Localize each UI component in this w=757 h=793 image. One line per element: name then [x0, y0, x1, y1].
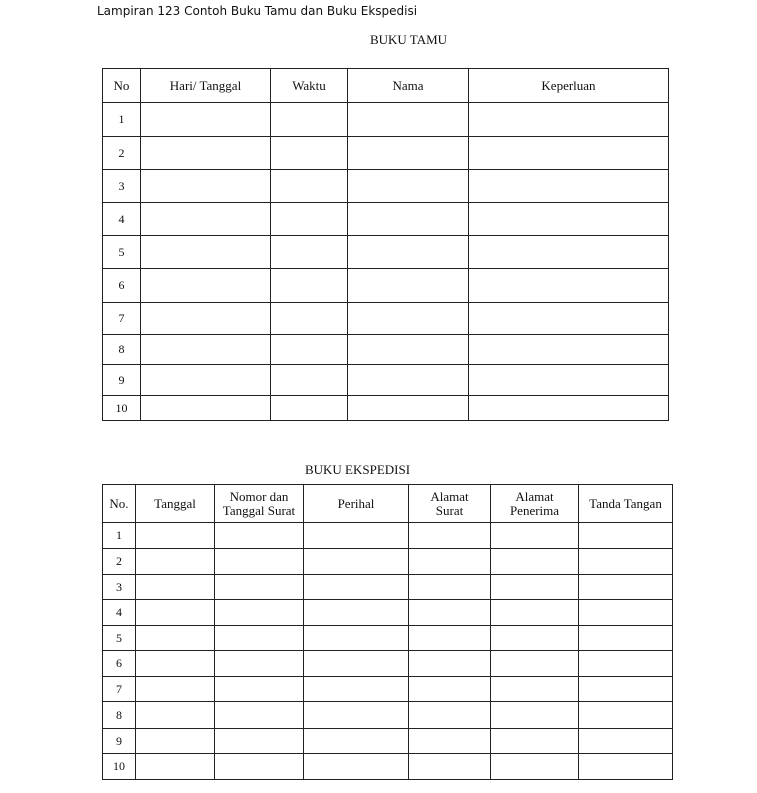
table-cell — [409, 549, 491, 575]
table-cell — [469, 303, 669, 335]
table-cell — [348, 365, 469, 396]
table-cell — [215, 729, 304, 754]
table-row — [103, 729, 673, 754]
table-cell — [215, 575, 304, 600]
table-cell — [141, 137, 271, 170]
col-header-tanda-tangan: Tanda Tangan — [579, 485, 673, 523]
page-heading: Lampiran 123 Contoh Buku Tamu dan Buku Ekspedisi — [97, 4, 418, 18]
row-number-cell: 3 — [103, 575, 136, 600]
table-cell — [348, 269, 469, 303]
header-line: Surat — [435, 502, 464, 518]
table-cell — [491, 754, 579, 780]
table-cell — [579, 651, 673, 677]
header-line: Penerima — [509, 502, 560, 518]
table-cell — [579, 677, 673, 702]
header-line: Alamat — [515, 488, 554, 504]
row-number-cell: 1 — [103, 103, 141, 137]
table-cell — [141, 203, 271, 236]
table-row — [103, 549, 673, 575]
table-cell — [141, 236, 271, 269]
col-header-perihal: Perihal — [304, 485, 409, 523]
row-number-cell: 4 — [103, 203, 141, 236]
table-cell — [409, 651, 491, 677]
table-cell — [491, 549, 579, 575]
table-cell — [579, 523, 673, 549]
table-row — [103, 103, 669, 137]
col-header-no: No. — [103, 485, 136, 523]
table-cell — [579, 626, 673, 651]
buku-tamu-title: BUKU TAMU — [369, 32, 448, 47]
table-cell — [141, 396, 271, 421]
table-row — [103, 203, 669, 236]
table-cell — [136, 651, 215, 677]
table-cell — [348, 103, 469, 137]
row-number-cell: 3 — [103, 170, 141, 203]
table-row — [103, 335, 669, 365]
table-cell — [304, 702, 409, 729]
table-cell — [141, 269, 271, 303]
table-cell — [304, 651, 409, 677]
table-cell — [469, 137, 669, 170]
row-number-cell: 2 — [103, 549, 136, 575]
table-cell — [469, 170, 669, 203]
table-cell — [491, 626, 579, 651]
table-row — [103, 575, 673, 600]
row-number-cell: 4 — [103, 600, 136, 626]
table-cell — [215, 600, 304, 626]
table-cell — [579, 575, 673, 600]
table-cell — [215, 626, 304, 651]
row-number-cell: 7 — [103, 303, 141, 335]
table-cell — [136, 549, 215, 575]
table-cell — [304, 549, 409, 575]
row-number-cell: 8 — [103, 702, 136, 729]
buku-ekspedisi-title: BUKU EKSPEDISI — [304, 462, 411, 477]
row-number-cell: 5 — [103, 626, 136, 651]
table-cell — [215, 702, 304, 729]
table-row — [103, 269, 669, 303]
table-cell — [348, 335, 469, 365]
table-cell — [271, 170, 348, 203]
table-cell — [304, 729, 409, 754]
header-line: Alamat — [430, 488, 469, 504]
table-cell — [409, 575, 491, 600]
table-cell — [409, 702, 491, 729]
table-cell — [491, 575, 579, 600]
table-row — [103, 365, 669, 396]
table-cell — [491, 677, 579, 702]
table-cell — [271, 137, 348, 170]
table-cell — [136, 702, 215, 729]
table-cell — [136, 754, 215, 780]
table-cell — [136, 600, 215, 626]
table-cell — [304, 523, 409, 549]
table-cell — [215, 549, 304, 575]
table-cell — [215, 651, 304, 677]
table-row — [103, 137, 669, 170]
table-cell — [409, 754, 491, 780]
row-number-cell: 10 — [103, 396, 141, 421]
col-header-alamat-penerima — [491, 485, 579, 523]
table-cell — [141, 170, 271, 203]
buku-tamu-table — [102, 68, 669, 421]
table-cell — [271, 269, 348, 303]
row-number-cell: 10 — [103, 754, 136, 780]
col-header-hari-tanggal: Hari/ Tanggal — [141, 69, 271, 103]
table-cell — [469, 103, 669, 137]
table-row — [103, 677, 673, 702]
table-cell — [141, 103, 271, 137]
table-cell — [348, 303, 469, 335]
table-cell — [491, 729, 579, 754]
col-header-alamat-surat — [409, 485, 491, 523]
table-cell — [304, 677, 409, 702]
table-cell — [409, 677, 491, 702]
table-cell — [304, 600, 409, 626]
table-row — [103, 626, 673, 651]
table-cell — [579, 754, 673, 780]
table-cell — [469, 236, 669, 269]
table-row — [103, 600, 673, 626]
col-header-waktu: Waktu — [271, 69, 348, 103]
row-number-cell: 9 — [103, 365, 141, 396]
table-cell — [579, 729, 673, 754]
table-row — [103, 396, 669, 421]
table-cell — [136, 677, 215, 702]
table-cell — [141, 303, 271, 335]
table-cell — [579, 549, 673, 575]
table-cell — [271, 203, 348, 236]
table-cell — [271, 396, 348, 421]
table-cell — [491, 702, 579, 729]
table-cell — [136, 626, 215, 651]
col-header-nomor-tanggal-surat — [215, 485, 304, 523]
table-cell — [469, 269, 669, 303]
row-number-cell: 6 — [103, 651, 136, 677]
table-cell — [469, 365, 669, 396]
table-cell — [136, 523, 215, 549]
table-cell — [271, 303, 348, 335]
table-cell — [271, 103, 348, 137]
table-cell — [215, 523, 304, 549]
table-cell — [491, 523, 579, 549]
header-line: Nomor dan — [229, 488, 289, 504]
table-cell — [271, 335, 348, 365]
table-cell — [348, 137, 469, 170]
col-header-no: No — [103, 69, 141, 103]
table-cell — [409, 600, 491, 626]
table-cell — [304, 575, 409, 600]
table-row — [103, 702, 673, 729]
table-row — [103, 236, 669, 269]
table-cell — [469, 203, 669, 236]
table-row — [103, 303, 669, 335]
table-row — [103, 523, 673, 549]
table-cell — [136, 729, 215, 754]
row-number-cell: 7 — [103, 677, 136, 702]
row-number-cell: 2 — [103, 137, 141, 170]
table-cell — [136, 575, 215, 600]
table-cell — [215, 677, 304, 702]
table-cell — [409, 626, 491, 651]
table-cell — [469, 396, 669, 421]
buku-ekspedisi-table — [102, 484, 673, 780]
row-number-cell: 8 — [103, 335, 141, 365]
table-cell — [579, 702, 673, 729]
col-header-keperluan: Keperluan — [469, 69, 669, 103]
buku-ekspedisi-header-row — [103, 485, 673, 523]
table-cell — [141, 335, 271, 365]
table-cell — [491, 600, 579, 626]
table-cell — [304, 754, 409, 780]
table-row — [103, 651, 673, 677]
buku-tamu-header-row — [103, 69, 669, 103]
table-cell — [304, 626, 409, 651]
row-number-cell: 6 — [103, 269, 141, 303]
table-cell — [348, 170, 469, 203]
row-number-cell: 1 — [103, 523, 136, 549]
header-line: Tanggal Surat — [222, 502, 296, 518]
table-row — [103, 754, 673, 780]
table-cell — [579, 600, 673, 626]
table-cell — [215, 754, 304, 780]
table-cell — [271, 365, 348, 396]
table-cell — [348, 396, 469, 421]
table-cell — [348, 236, 469, 269]
row-number-cell: 5 — [103, 236, 141, 269]
row-number-cell: 9 — [103, 729, 136, 754]
col-header-tanggal: Tanggal — [136, 485, 215, 523]
table-cell — [409, 523, 491, 549]
table-cell — [348, 203, 469, 236]
table-row — [103, 170, 669, 203]
table-cell — [141, 365, 271, 396]
table-cell — [409, 729, 491, 754]
table-cell — [271, 236, 348, 269]
col-header-nama: Nama — [348, 69, 469, 103]
table-cell — [469, 335, 669, 365]
table-cell — [491, 651, 579, 677]
